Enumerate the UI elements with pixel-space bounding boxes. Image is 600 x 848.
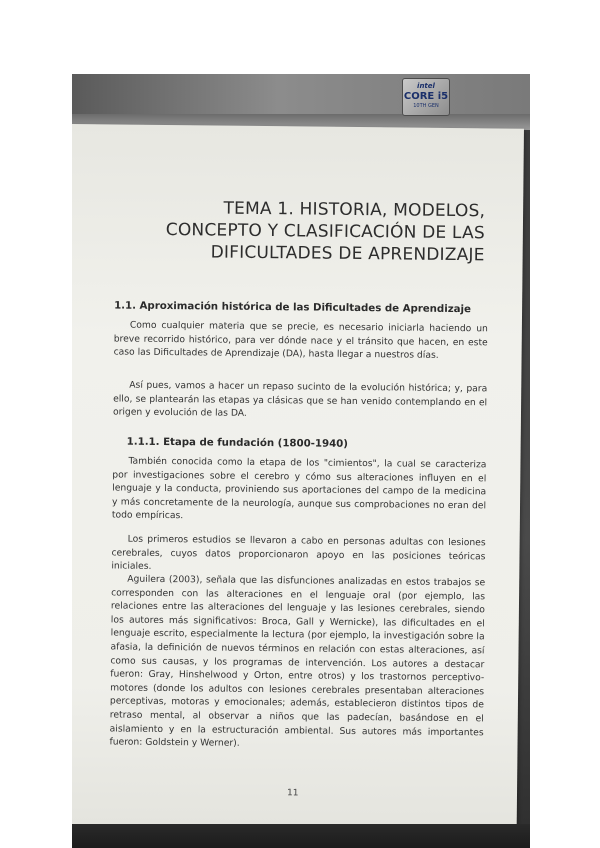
cpu-sticker-generation: 10TH GEN [413,103,439,109]
section-heading: 1.1. Aproximación histórica de las Dificultades de Aprendizaje [114,300,472,316]
paragraph: Aguilera (2003), señala que las disfunciones analizadas en estos trabajos se corresponden con las alteraciones en el lenguaje oral (por ejemplo, las relaciones entre las alteraciones del lenguaje y las lesiones cerebrales, siendo los autores más significativos: Broca, Gall y Wernicke), las dificultades en el lenguaje escrito, especialmente la lectura (por ejemplo, la investigación sobre la afasia, la definición de nuevos términos en relación con estas alteraciones, así como sus causas, y los programas de intervención. Los autores a destacar fueron: Gray, Hinshelwood y Orton, entre otros) y los trastornos perceptivo-motores (donde los adultos con lesiones cerebrales presentaban alteraciones perceptivas, motoras y emocionales; además, establecieron distintos tipos de retraso mental, al observar a niños que las padecían, basándose en el aislamiento y en la estructuración ambiental. Sus autores más importantes fueron: Goldstein y Werner). [109,573,486,749]
book-photo [72,74,530,848]
paragraph: Como cualquier materia que se precie, es necesario iniciarla haciendo un breve recorrido histórico, para ver dónde nace y el tránsito que hacen, en este caso las Dificultades de Aprendizaje (DA), hasta llegar a nuestros días. [113,319,488,362]
paragraph: Así pues, vamos a hacer un repaso sucinto de la evolución histórica; y, para ello, se plantearán las etapas ya clásicas que se han venido contemplando en el origen y evolución de las DA. [112,379,488,420]
cpu-sticker-brand: intel [417,82,435,90]
cpu-sticker [402,78,450,116]
paragraph: Los primeros estudios se llevaron a cabo en personas adultas con lesiones cerebrales, cuyos datos proporcionaron apoyo en las posiciones teóricas iniciales. [111,533,486,573]
subsection-heading: 1.1.1. Etapa de fundación (1800-1940) [126,436,348,450]
chapter-title-line-3: DIFICULTADES DE APRENDIZAJE [210,242,485,266]
paragraph: También conocida como la etapa de los "cimientos", la cual se caracteriza por investigaciones sobre el cerebro y cómo sus alteraciones influyen en el lenguaje y la conducta, proviniendo sus aportaciones del campo de la medicina y más concretamente de la neurología, aunque sus comprobaciones no eran del todo empíricas. [111,455,487,522]
chapter-title [125,197,486,267]
book-page [72,124,524,831]
cpu-sticker-model: CORE i5 [403,91,449,102]
page-number: 11 [286,788,299,799]
table-surface [72,824,530,848]
chapter-title-line-2: CONCEPTO Y CLASIFICACIÓN DE LAS [165,219,485,244]
chapter-title-line-1: TEMA 1. HISTORIA, MODELOS, [223,198,486,222]
